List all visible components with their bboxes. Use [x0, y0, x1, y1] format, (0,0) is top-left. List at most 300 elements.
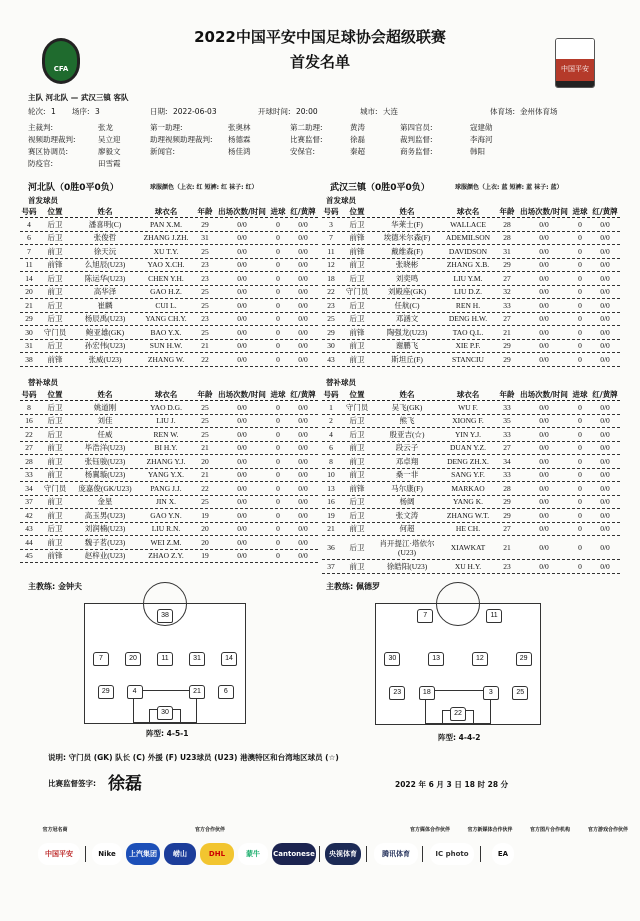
player-shirt-icon: 29: [98, 685, 114, 699]
sponsor-logo: 蒙牛: [238, 843, 268, 865]
table-row: [322, 536, 620, 560]
cell: 后卫: [47, 219, 63, 229]
cell: 23: [201, 273, 209, 283]
column-header: 进球: [270, 207, 286, 216]
table-row: [322, 272, 620, 286]
column-header: 进球: [270, 390, 286, 399]
official-role: 防疫官:: [28, 159, 54, 168]
cell: 23: [201, 260, 209, 270]
cell: 刘殿座(GK): [387, 287, 427, 297]
cell: 前卫: [47, 456, 63, 466]
cell: PAN X.M.: [149, 219, 183, 229]
meta-label: 日期:: [150, 107, 168, 116]
cell: 0/0: [600, 402, 610, 412]
cell: 27: [25, 443, 33, 453]
cell: WEI Z.M.: [150, 537, 182, 547]
cell: DAVIDSON: [448, 246, 488, 256]
cell: 0/0: [298, 260, 308, 270]
cell: 0/0: [600, 287, 610, 297]
cell: 张文涛: [395, 510, 419, 520]
sponsor-logo: Cantonese: [272, 843, 316, 865]
official-name: 张奥林: [228, 123, 251, 132]
table-row: [322, 299, 620, 313]
player-shirt-icon: 30: [384, 652, 400, 666]
cell: 前卫: [349, 354, 365, 364]
cell: 31: [201, 233, 209, 243]
cell: 张威(U23): [88, 354, 122, 364]
cell: WALLACE: [450, 219, 486, 229]
cell: 33: [25, 470, 33, 480]
cell: 0: [578, 429, 582, 439]
cell: 0/0: [298, 402, 308, 412]
cell: ADEMILSON: [445, 233, 491, 243]
away-subs-label: 替补球员: [326, 378, 356, 387]
cell: 前锋: [349, 483, 365, 493]
cell: 0/0: [539, 341, 549, 351]
cell: 1: [329, 402, 333, 412]
table-row: [20, 259, 318, 273]
player-shirt-icon: 11: [486, 609, 502, 623]
cell: 后卫: [47, 314, 63, 324]
cell: 0/0: [539, 300, 549, 310]
cell: 0/0: [298, 314, 308, 324]
cell: 前锋: [349, 233, 365, 243]
cell: 后卫: [349, 497, 365, 507]
cell: 29: [327, 327, 335, 337]
table-row: [20, 299, 318, 313]
player-shirt-icon: 29: [516, 652, 532, 666]
meta-value: 20:00: [296, 107, 318, 116]
cell: 0: [276, 443, 280, 453]
cell: 0: [276, 219, 280, 229]
cell: 0/0: [600, 543, 610, 552]
cell: 姚道刚: [93, 402, 117, 412]
cell: 0: [276, 273, 280, 283]
cell: 前卫: [47, 537, 63, 547]
cell: 0: [276, 300, 280, 310]
cell: 11: [25, 260, 33, 270]
cell: 33: [503, 470, 511, 480]
sponsor-divider: [480, 846, 481, 862]
column-header: 位置: [349, 390, 365, 399]
cell: 27: [503, 273, 511, 283]
cfa-logo: CFA: [42, 38, 80, 84]
cell: 29: [25, 314, 33, 324]
table-row: [322, 245, 620, 259]
cell: 后卫: [349, 300, 365, 310]
official-role: 赛区协调员:: [28, 147, 69, 156]
official-role: 安保官:: [290, 147, 316, 156]
cell: YIN Y.J.: [454, 429, 482, 439]
cell: YAO X.CH.: [147, 260, 185, 270]
player-shirt-icon: 31: [189, 652, 205, 666]
table-row: [322, 313, 620, 327]
cell: 21: [201, 470, 209, 480]
cell: YAO D.G.: [150, 402, 182, 412]
cell: 7: [329, 233, 333, 243]
cell: 6: [27, 233, 31, 243]
meta-label: 开球时间:: [258, 107, 291, 116]
cell: 赵梓业(U23): [84, 551, 126, 561]
cell: 熊飞: [399, 416, 415, 426]
cell: 后卫: [47, 233, 63, 243]
cell: 0/0: [600, 470, 610, 480]
away-starters-label: 首发球员: [326, 196, 356, 205]
cell: 0/0: [539, 402, 549, 412]
cell: 29: [503, 510, 511, 520]
cell: 0/0: [539, 510, 549, 520]
sponsor-logo: DHL: [200, 843, 234, 865]
cell: 31: [25, 341, 33, 351]
cell: 0: [276, 429, 280, 439]
player-shirt-icon: 4: [127, 685, 143, 699]
player-shirt-icon: 7: [93, 652, 109, 666]
table-header: [322, 389, 620, 401]
cell: 0/0: [539, 354, 549, 364]
cell: 0/0: [298, 537, 308, 547]
cell: 7: [27, 246, 31, 256]
home-coach: 主教练: 金钟夫: [28, 582, 82, 591]
table-row: [322, 442, 620, 456]
cell: 0/0: [539, 470, 549, 480]
table-row: [20, 509, 318, 523]
column-header: 号码: [21, 390, 37, 399]
cell: 6: [329, 443, 333, 453]
column-header: 红/黄牌: [592, 207, 618, 216]
cell: 38: [25, 354, 33, 364]
cell: DENG ZH.X.: [447, 456, 489, 466]
table-header: [322, 206, 620, 218]
cell: 0/0: [539, 456, 549, 466]
cell: 前卫: [47, 443, 63, 453]
cell: 31: [503, 246, 511, 256]
table-row: [322, 218, 620, 232]
table-row: [322, 560, 620, 574]
cell: 陈运华(U23): [84, 273, 126, 283]
meta-label: 城市:: [360, 107, 378, 116]
cell: 0/0: [237, 443, 247, 453]
cell: 21: [503, 543, 511, 552]
away-kit-colors: 球服颜色（上衣: 蓝 短裤: 蓝 袜子: 蓝）: [455, 184, 563, 191]
cell: 0/0: [298, 219, 308, 229]
cell: 0/0: [237, 260, 247, 270]
away-team-name: 武汉三镇（0胜0平0负）: [330, 183, 430, 193]
cell: 0: [276, 470, 280, 480]
column-header: 姓名: [399, 207, 415, 216]
cell: 29: [503, 341, 511, 351]
cell: 0: [276, 246, 280, 256]
official-name: 寇建勋: [470, 123, 493, 132]
cell: 0/0: [237, 300, 247, 310]
cell: 19: [201, 510, 209, 520]
cell: 33: [503, 300, 511, 310]
player-shirt-icon: 6: [218, 685, 234, 699]
player-shirt-icon: 7: [417, 609, 433, 623]
cell: 后卫: [47, 524, 63, 534]
cell: 0/0: [600, 327, 610, 337]
cell: 0/0: [539, 233, 549, 243]
cell: 谢鹏飞: [395, 341, 419, 351]
cell: 前卫: [349, 456, 365, 466]
table-row: [20, 523, 318, 537]
official-role: 商务监督:: [400, 147, 433, 156]
cell: 0/0: [539, 416, 549, 426]
cell: 0/0: [237, 246, 247, 256]
cell: 前锋: [349, 327, 365, 337]
cell: 42: [25, 510, 33, 520]
cell: 肖开提江·塔依尔(U23): [379, 538, 435, 557]
cell: 0: [276, 537, 280, 547]
cell: 前卫: [349, 470, 365, 480]
cell: 前卫: [47, 470, 63, 480]
sponsor-caption: 官方图片合作机构: [529, 827, 570, 833]
csl-logo: [555, 38, 595, 88]
cell: 8: [27, 402, 31, 412]
cell: 29: [503, 497, 511, 507]
sponsor-logo: IC photo: [430, 843, 474, 865]
cell: 后卫: [349, 416, 365, 426]
cell: 0: [276, 497, 280, 507]
cell: 0/0: [600, 246, 610, 256]
cell: 么旭辰(U23): [84, 260, 126, 270]
column-header: 进球: [572, 390, 588, 399]
table-row: [322, 286, 620, 300]
cell: 20: [201, 537, 209, 547]
cell: XIAWKAT: [450, 543, 486, 552]
cell: 0: [276, 341, 280, 351]
cell: 25: [327, 314, 335, 324]
cell: 21: [25, 300, 33, 310]
cell: 28: [503, 483, 511, 493]
cell: 0: [276, 233, 280, 243]
official-name: 黄涛: [350, 123, 365, 132]
official-name: 秦超: [350, 147, 365, 156]
cell: 0/0: [237, 497, 247, 507]
meta-label: 轮次:: [28, 107, 46, 116]
column-header: 号码: [323, 207, 339, 216]
table-row: [20, 340, 318, 354]
cell: 马尔康(F): [391, 483, 423, 493]
cell: 前卫: [349, 260, 365, 270]
cell: 徐皓阳(U23): [386, 561, 428, 571]
table-row: [322, 232, 620, 246]
home-subs-table: [20, 389, 318, 563]
cell: 徐天沅: [93, 246, 117, 256]
cell: 0/0: [298, 273, 308, 283]
cell: 后卫: [47, 429, 63, 439]
cell: 0: [276, 314, 280, 324]
cell: 44: [25, 537, 33, 547]
home-starters-label: 首发球员: [28, 196, 58, 205]
cell: 0: [276, 287, 280, 297]
cell: 25: [201, 327, 209, 337]
cell: 0/0: [298, 443, 308, 453]
cell: 25: [201, 246, 209, 256]
cell: 高华泽: [93, 287, 117, 297]
cell: 0: [578, 300, 582, 310]
cell: 0/0: [539, 524, 549, 534]
cell: 0/0: [298, 483, 308, 493]
supervisor-signature: 徐磊: [108, 774, 142, 794]
cell: 21: [201, 443, 209, 453]
table-row: [322, 482, 620, 496]
meta-value: 金州体育场: [520, 107, 558, 116]
sponsor-logo: Nike: [92, 843, 122, 865]
cell: 0: [276, 551, 280, 561]
cell: ZHANG W.T.: [446, 510, 490, 520]
cell: 0: [276, 260, 280, 270]
cell: PANG J.J.: [150, 483, 182, 493]
sponsor-logo: 崂山: [164, 843, 196, 865]
sponsor-caption: 官方新媒体合作伙伴: [467, 827, 513, 833]
meta-value: 3: [95, 107, 100, 116]
cell: 华莱士(F): [391, 219, 423, 229]
meta-value: 1: [51, 107, 56, 116]
cell: 前卫: [349, 561, 365, 571]
cell: 45: [25, 551, 33, 561]
cell: 0/0: [298, 354, 308, 364]
table-row: [20, 550, 318, 564]
cell: 0/0: [539, 497, 549, 507]
cell: 0/0: [600, 341, 610, 351]
official-role: 主裁判:: [28, 123, 54, 132]
table-row: [322, 523, 620, 537]
cell: 魏子茗(U23): [84, 537, 126, 547]
cell: ZHANG X.B.: [446, 260, 490, 270]
column-header: 姓名: [399, 390, 415, 399]
cell: 桑一非: [395, 470, 419, 480]
cell: 25: [201, 497, 209, 507]
cell: 后卫: [47, 402, 63, 412]
cell: STANCIU: [452, 354, 484, 364]
player-shirt-icon: 38: [157, 609, 173, 623]
column-header: 球衣名: [154, 207, 178, 216]
sponsor-caption: 官方合作伙伴: [194, 827, 225, 833]
sponsor-caption: 官方冠名商: [42, 827, 68, 833]
table-row: [322, 496, 620, 510]
sponsor-divider: [366, 846, 367, 862]
player-shirt-icon: 14: [221, 652, 237, 666]
cell: 0/0: [298, 551, 308, 561]
cell: 0/0: [600, 300, 610, 310]
cell: 0/0: [237, 273, 247, 283]
column-header: 出场次数/时间: [218, 207, 266, 216]
cell: 陶强龙(U23): [386, 327, 428, 337]
cell: 0/0: [600, 260, 610, 270]
cell: 前锋: [47, 354, 63, 364]
player-shirt-icon: 3: [483, 686, 499, 700]
cell: 22: [25, 429, 33, 439]
table-row: [20, 313, 318, 327]
table-row: [20, 442, 318, 456]
cell: 高玉男(U23): [84, 510, 126, 520]
official-role: 裁判监督:: [400, 135, 433, 144]
table-row: [322, 509, 620, 523]
table-row: [20, 272, 318, 286]
cell: 前卫: [47, 246, 63, 256]
cell: 28: [25, 456, 33, 466]
cell: YANG Y.X.: [147, 470, 185, 480]
cell: 14: [25, 273, 33, 283]
cell: ZHANG W.: [147, 354, 185, 364]
table-row: [20, 326, 318, 340]
player-shirt-icon: 22: [450, 707, 466, 721]
table-row: [20, 353, 318, 367]
csl-logo-text: 中国平安: [556, 59, 594, 81]
table-row: [20, 401, 318, 415]
player-shirt-icon: 11: [157, 652, 173, 666]
column-header: 球衣名: [456, 390, 480, 399]
cell: 0: [578, 443, 582, 453]
cell: YANG CH.Y.: [145, 314, 187, 324]
cell: 22: [201, 354, 209, 364]
official-name: 李海河: [470, 135, 493, 144]
cell: 18: [327, 273, 335, 283]
cell: 0/0: [539, 327, 549, 337]
cell: 0/0: [298, 327, 308, 337]
table-row: [20, 455, 318, 469]
official-role: 第二助理:: [290, 123, 323, 132]
cell: 16: [25, 416, 33, 426]
official-role: 第四官员:: [400, 123, 433, 132]
away-coach: 主教练: 佩德罗: [326, 582, 380, 591]
column-header: 位置: [349, 207, 365, 216]
cell: 守门员: [43, 483, 67, 493]
cell: 27: [503, 443, 511, 453]
signature-label: 比赛监督签字:: [48, 779, 96, 788]
cell: 杨阔: [399, 497, 415, 507]
official-name: 徐磊: [350, 135, 365, 144]
cell: 22: [201, 483, 209, 493]
official-name: 张龙: [98, 123, 113, 132]
official-role: 第一助理:: [150, 123, 183, 132]
cell: YANG K.: [453, 497, 483, 507]
home-team-name: 河北队（0胜0平0负）: [28, 183, 119, 193]
cell: 20: [201, 524, 209, 534]
column-header: 号码: [323, 390, 339, 399]
cell: 0: [276, 456, 280, 466]
cell: 0/0: [600, 354, 610, 364]
sponsor-caption: 官方媒体合作伙伴: [409, 827, 450, 833]
cell: 34: [25, 483, 33, 493]
cell: 0/0: [600, 233, 610, 243]
cell: 0/0: [539, 483, 549, 493]
cell: XIONG F.: [452, 416, 484, 426]
csl-logo-mark: [556, 39, 594, 59]
cell: DENG H.W.: [448, 314, 488, 324]
cell: 27: [503, 524, 511, 534]
cell: 43: [25, 524, 33, 534]
official-name: 韩阳: [470, 147, 485, 156]
table-row: [20, 286, 318, 300]
cell: 27: [503, 314, 511, 324]
cell: 0: [578, 470, 582, 480]
cell: 0: [578, 260, 582, 270]
table-row: [20, 496, 318, 510]
cell: 10: [327, 470, 335, 480]
cell: 25: [201, 402, 209, 412]
column-header: 出场次数/时间: [218, 390, 266, 399]
cell: WU F.: [458, 402, 478, 412]
cell: 25: [201, 287, 209, 297]
cell: 29: [503, 260, 511, 270]
cell: 0/0: [600, 510, 610, 520]
cell: LIU D.Z.: [453, 287, 483, 297]
column-header: 出场次数/时间: [520, 390, 568, 399]
cell: 0/0: [539, 246, 549, 256]
cell: XU H.Y.: [454, 561, 482, 571]
sponsor-divider: [85, 846, 86, 862]
